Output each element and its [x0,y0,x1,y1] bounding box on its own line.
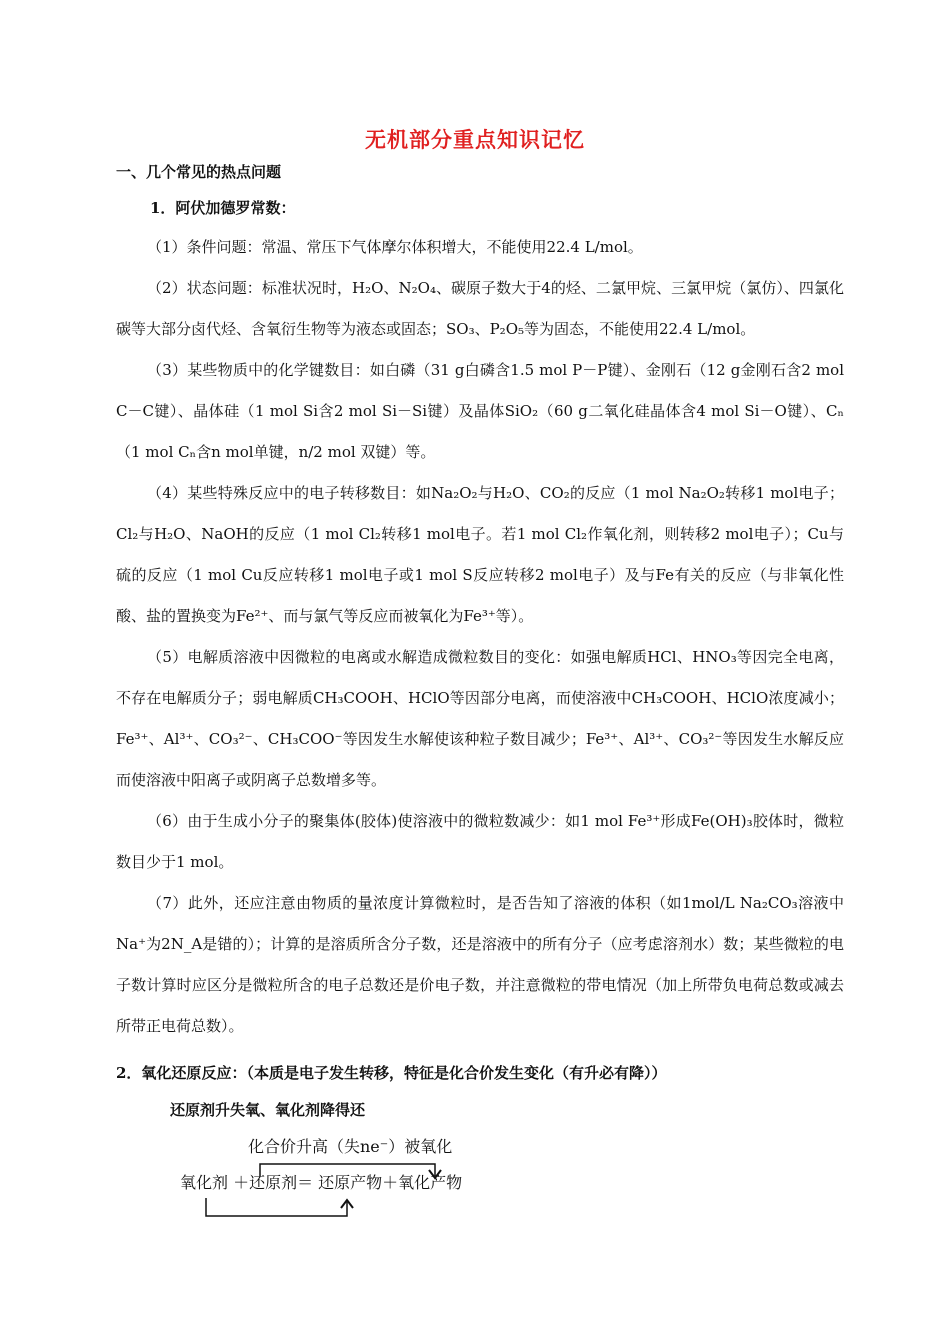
diagram-top-label: 化合价升高（失ne⁻）被氧化 [248,1137,453,1156]
avogadro-points [116,227,844,1047]
paragraph-5: （5）电解质溶液中因微粒的电离或水解造成微粒数目的变化：如强电解质HCl、HNO₃等因完全电离，不存在电解质分子；弱电解质CH₃COOH、HClO等因部分电离，而使溶液中CH₃COOH、HClO浓度减小；Fe³⁺、Al³⁺、CO₃²⁻、CH₃COO⁻等因发生水解使该种粒子数目减少；Fe³⁺、Al³⁺、CO₃²⁻等因发生水解反应而使溶液中阳离子或阴离子总数增多等。 [116,648,844,789]
paragraph-7: （7）此外，还应注意由物质的量浓度计算微粒时，是否告知了溶液的体积（如1mol/L Na₂CO₃溶液中Na⁺为2N_A是错的）；计算的是溶质所含分子数，还是溶液中的所有分子（应考虑溶剂水）数；某些微粒的电子数计算时应区分是微粒所含的电子总数还是价电子数，并注意微粒的带电情况（加上所带负电荷总数或减去所带正电荷总数）。 [116,894,844,1035]
redox-diagram [170,1128,530,1228]
paragraph-3: （3）某些物质中的化学键数目：如白磷（31 g白磷含1.5 mol P－P键）、金刚石（12 g金刚石含2 mol C－C键）、晶体硅（1 mol Si含2 mol Si－Si键）及晶体SiO₂（60 g二氧化硅晶体含4 mol Si－O键）、Cₙ（1 mol Cₙ含n mol单键，n/2 mol 双键）等。 [116,361,844,461]
section-heading-2: 2．氧化还原反应：（本质是电子发生转移，特征是化合价发生变化（有升必有降）） [116,1064,667,1082]
diagram-arrows [170,1128,530,1228]
paragraph-6: （6）由于生成小分子的聚集体(胶体)使溶液中的微粒数减少：如1 mol Fe³⁺形成Fe(OH)₃胶体时，微粒数目少于1 mol。 [116,812,844,871]
top-arrow-line [260,1164,435,1176]
paragraph-4: （4）某些特殊反应中的电子转移数目：如Na₂O₂与H₂O、CO₂的反应（1 mol Na₂O₂转移1 mol电子；Cl₂与H₂O、NaOH的反应（1 mol Cl₂转移1 mol电子。若1 mol Cl₂作氧化剂，则转移2 mol电子）；Cu与硫的反应（1 mol Cu反应转移1 mol电子或1 mol S反应转移2 mol电子）及与Fe有关的反应（与非氧化性酸、盐的置换变为Fe²⁺、而与氯气等反应而被氧化为Fe³⁺等）。 [116,484,844,625]
paragraph-1: （1）条件问题：常温、常压下气体摩尔体积增大，不能使用22.4 L/mol。 [147,238,643,256]
diagram-equation: 氧化剂 ＋还原剂＝ 还原产物＋氧化产物 [180,1173,463,1192]
section-heading-1: 一、几个常见的热点问题 [116,163,282,181]
mnemonic-line: 还原剂升失氧、氧化剂降得还 [170,1101,366,1119]
page-title: 无机部分重点知识记忆 [365,127,585,152]
paragraph-2: （2）状态问题：标准状况时，H₂O、N₂O₄、碳原子数大于4的烃、二氯甲烷、三氯甲烷（氯仿）、四氯化碳等大部分卤代烃、含氧衍生物等为液态或固态；SO₃、P₂O₅等为固态，不能使用22.4 L/mol。 [116,279,844,338]
bottom-arrow-line [206,1198,347,1216]
subsection-heading-avogadro: 1．阿伏加德罗常数： [150,199,296,217]
